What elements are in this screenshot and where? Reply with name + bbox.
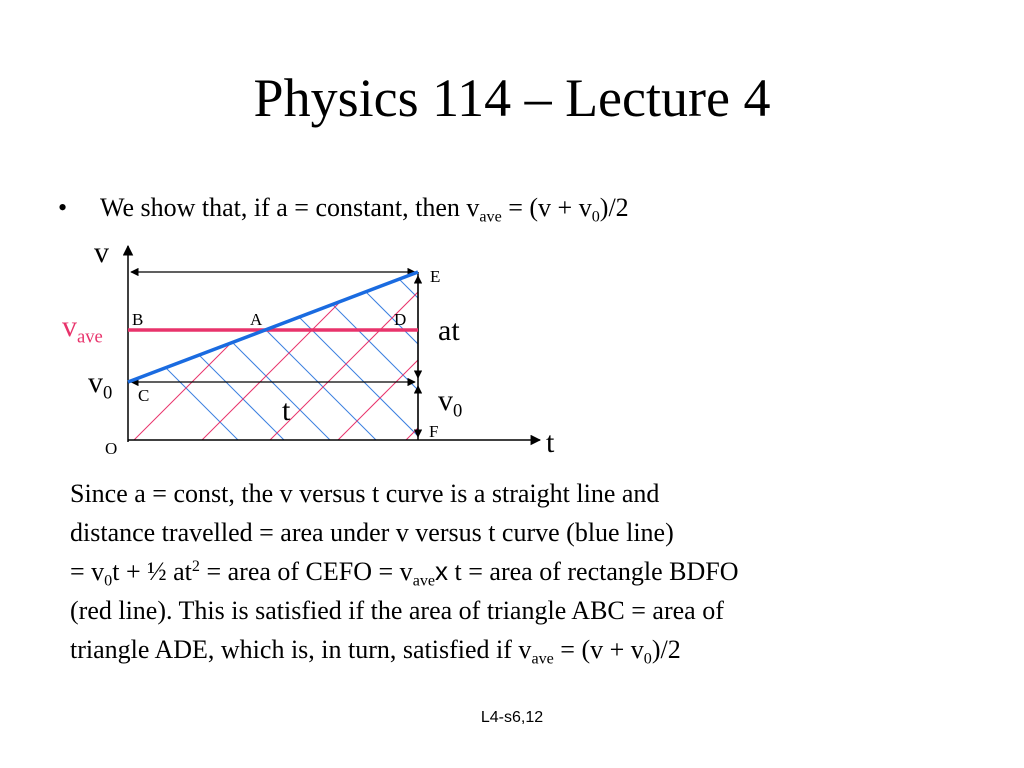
point-E: E [430,267,441,286]
blue-hatch [68,267,746,442]
red-hatch-line-8 [540,270,712,442]
line3-b: t + ½ at [112,557,192,586]
bullet-sub-ave: ave [479,208,502,226]
bullet-text: We show that, if a = constant, then v [100,193,480,222]
v0-left-label [88,366,113,404]
red-hatch-line-5 [336,267,508,442]
point-A: A [250,310,263,329]
v0-left-sub: 0 [103,382,113,404]
point-B: B [132,310,144,329]
paragraph-line-3 [70,552,739,591]
line3-a: = v [70,557,105,586]
line3-sub: 0 [104,572,113,590]
v-ave-symbol: v [62,310,77,343]
line5-a: triangle ADE, which is, in turn, satisfied if v [70,635,532,664]
v-ave-sub: ave [77,326,103,348]
line5-sub2: 0 [643,650,652,668]
line3-d: t = area of rectangle BDFO [448,557,739,586]
red-hatch-line-7 [472,270,644,442]
blue-hatch-line-11 [574,270,746,442]
red-hatch-line-0 [0,270,168,442]
red-hatch-line-1 [64,270,236,442]
blue-hatch-line-4 [252,270,424,442]
point-C: C [138,386,150,405]
axis-label-t: t [546,426,555,459]
bullet-text-3: )/2 [599,193,629,222]
at-label: at [438,314,460,347]
blue-hatch-line-0 [68,270,240,442]
line3-sup: 2 [191,558,200,576]
bullet-sub-0: 0 [591,208,600,226]
line3-sub2: ave [412,572,436,590]
point-F: F [429,422,439,441]
v-ave-label [62,310,103,348]
blue-hatch-line-7 [390,267,562,442]
blue-hatch-line-10 [528,270,700,442]
explanation-paragraph [70,474,739,669]
line3-x: x [435,556,449,586]
line5-c: )/2 [651,635,681,664]
red-hatch-line-6 [404,267,576,442]
t-interval-label: t [282,394,291,427]
v0-right-symbol: v [438,384,453,417]
area-hatching [0,267,746,442]
blue-hatch-line-9 [482,270,654,442]
paragraph-line-5 [70,630,739,669]
paragraph-line-4: (red line). This is satisfied if the area of triangle ABC = area of [70,596,724,625]
bullet-text-2: = (v + v [501,193,592,222]
line3-c: = area of CEFO = v [199,557,413,586]
v0-left-symbol: v [88,366,103,399]
bullet-dot: • [58,193,68,222]
paragraph-line-1: Since a = const, the v versus t curve is a straight line and [70,479,660,508]
paragraph-line-2: distance travelled = area under v versus t curve (blue line) [70,518,674,547]
axis-label-v: v [94,236,109,269]
red-hatch-line-2 [132,270,304,442]
blue-hatch-line-6 [344,267,516,442]
v0-right-label [438,384,463,422]
line5-sub: ave [531,650,554,668]
velocity-line [128,272,418,382]
v0-right-sub: 0 [453,400,463,422]
blue-hatch-line-2 [160,270,332,442]
point-O: O [105,439,118,458]
point-D: D [394,310,407,329]
slide-footer: L4-s6,12 [480,709,544,726]
slide-title: Physics 114 – Lecture 4 [253,68,771,128]
line5-b: = (v + v [553,635,644,664]
